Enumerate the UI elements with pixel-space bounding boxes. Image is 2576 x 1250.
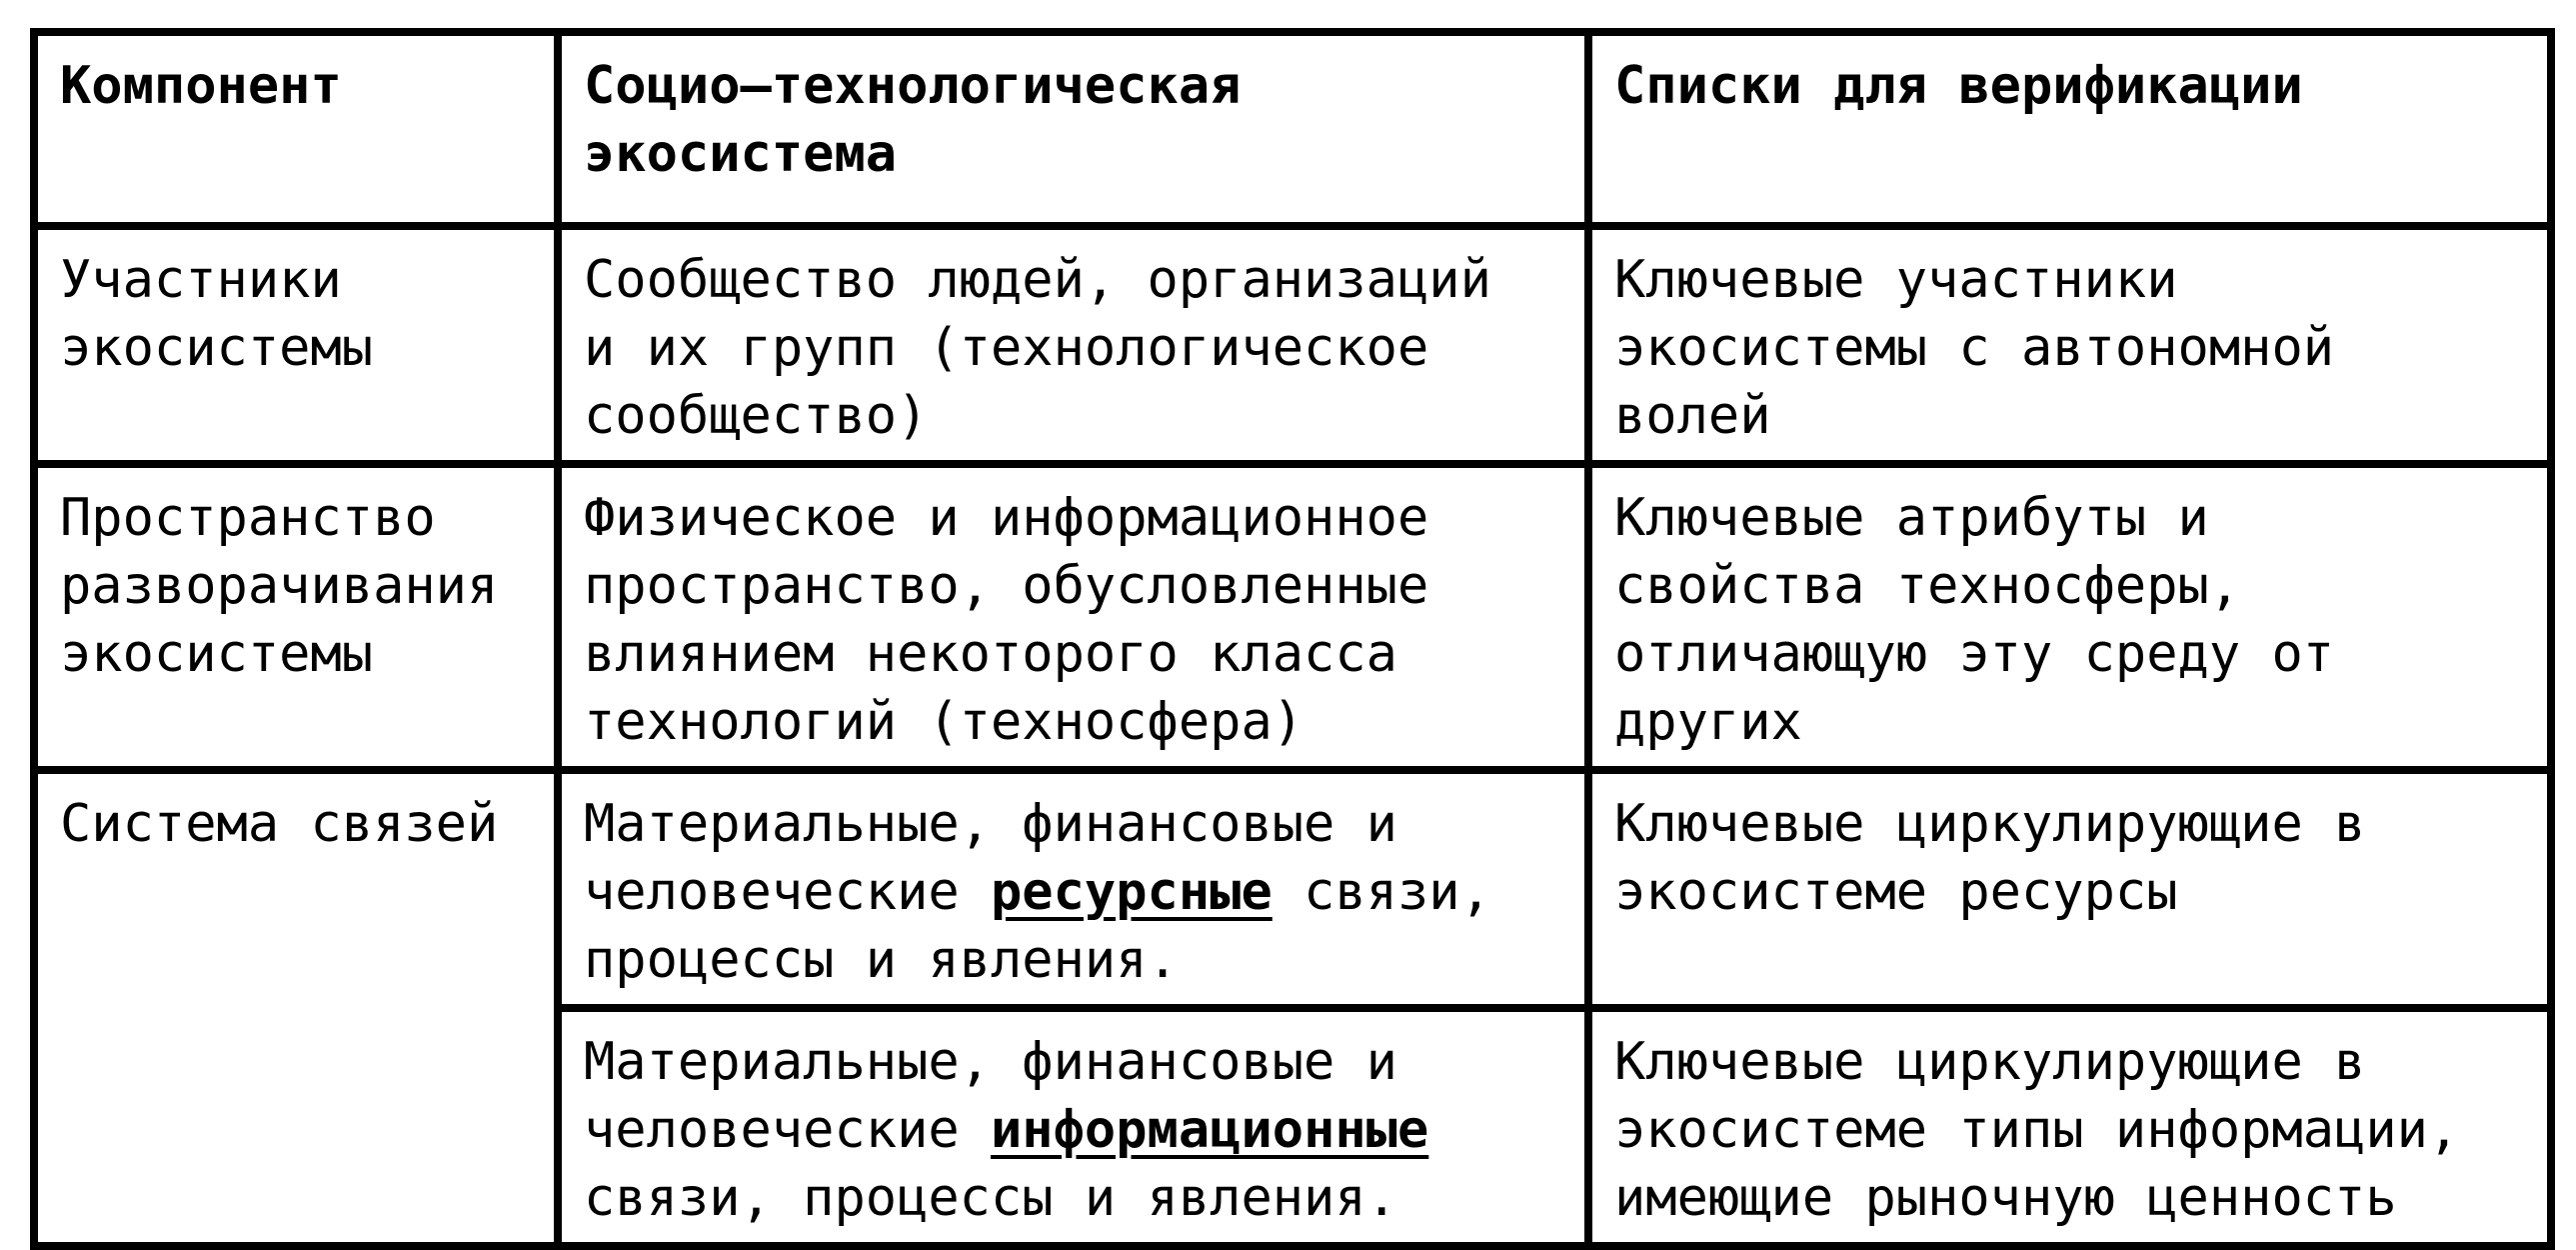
cell-component [34,770,558,1246]
cell-text: человеческие [584,1100,991,1160]
cell-text-line [584,1096,1564,1164]
table-row [34,226,2551,464]
cell-ecosystem [558,1008,1588,1246]
cell-text: Пространство [60,488,436,548]
cell-component [34,464,558,770]
cell-text: Ключевые атрибуты и [1614,488,2209,548]
cell-text: влиянием некоторого класса [584,624,1397,684]
cell-text: пространство, обусловленные [584,556,1429,616]
cell-text: экосистемы [60,624,374,684]
cell-text: Материальные, финансовые и [584,1032,1397,1092]
cell-text: человеческие [584,862,991,922]
header-cell-verification-lists [1588,32,2551,226]
cell-verification [1588,770,2551,1008]
cell-text: экосистемы с автономной [1614,318,2335,378]
cell-text: и их групп (технологическое [584,318,1429,378]
cell-text: разворачивания [60,556,499,616]
emphasized-term: информационные [991,1100,1429,1160]
cell-text: сообщество) [584,386,929,446]
header-text: Компонент [60,56,342,116]
cell-ecosystem [558,464,1588,770]
cell-text: экосистеме ресурсы [1614,862,2178,922]
cell-text: Участники [60,250,342,310]
cell-text: технологий (техносфера) [584,692,1304,752]
cell-verification [1588,226,2551,464]
cell-ecosystem [558,770,1588,1008]
header-text: Социо–технологическая [584,56,1242,116]
cell-text: Ключевые циркулирующие в [1614,1032,2366,1092]
cell-text: процессы и явления. [584,930,1179,990]
header-text: Списки для верификации [1614,56,2303,116]
cell-text: экосистемы [60,318,374,378]
cell-component [34,226,558,464]
cell-text: Система связей [60,794,499,854]
header-cell-socio-tech-ecosystem [558,32,1588,226]
cell-verification [1588,464,2551,770]
table-header-row [34,32,2551,226]
cell-text: свойства техносферы, [1614,556,2241,616]
table-row [34,770,2551,1008]
cell-text: Сообщество людей, организаций [584,250,1491,310]
cell-text: Ключевые циркулирующие в [1614,794,2366,854]
table-row [34,464,2551,770]
cell-text: отличающую эту среду от [1614,624,2335,684]
cell-text: волей [1614,386,1771,446]
cell-text: связи, процессы и явления. [584,1168,1397,1228]
cell-text: экосистеме типы информации, [1614,1100,2460,1160]
cell-text: других [1614,692,1802,752]
cell-text: Физическое и информационное [584,488,1429,548]
cell-text: связи, [1272,862,1491,922]
cell-text: Материальные, финансовые и [584,794,1397,854]
comparison-table-wrapper [30,28,2547,1250]
cell-text: имеющие рыночную ценность [1614,1168,2397,1228]
header-cell-component [34,32,558,226]
emphasized-term: ресурсные [991,862,1273,922]
header-text: экосистема [584,124,898,184]
cell-ecosystem [558,226,1588,464]
cell-text: Ключевые участники [1614,250,2178,310]
ecosystem-comparison-table [30,28,2555,1250]
cell-text-line [584,858,1564,926]
cell-verification [1588,1008,2551,1246]
